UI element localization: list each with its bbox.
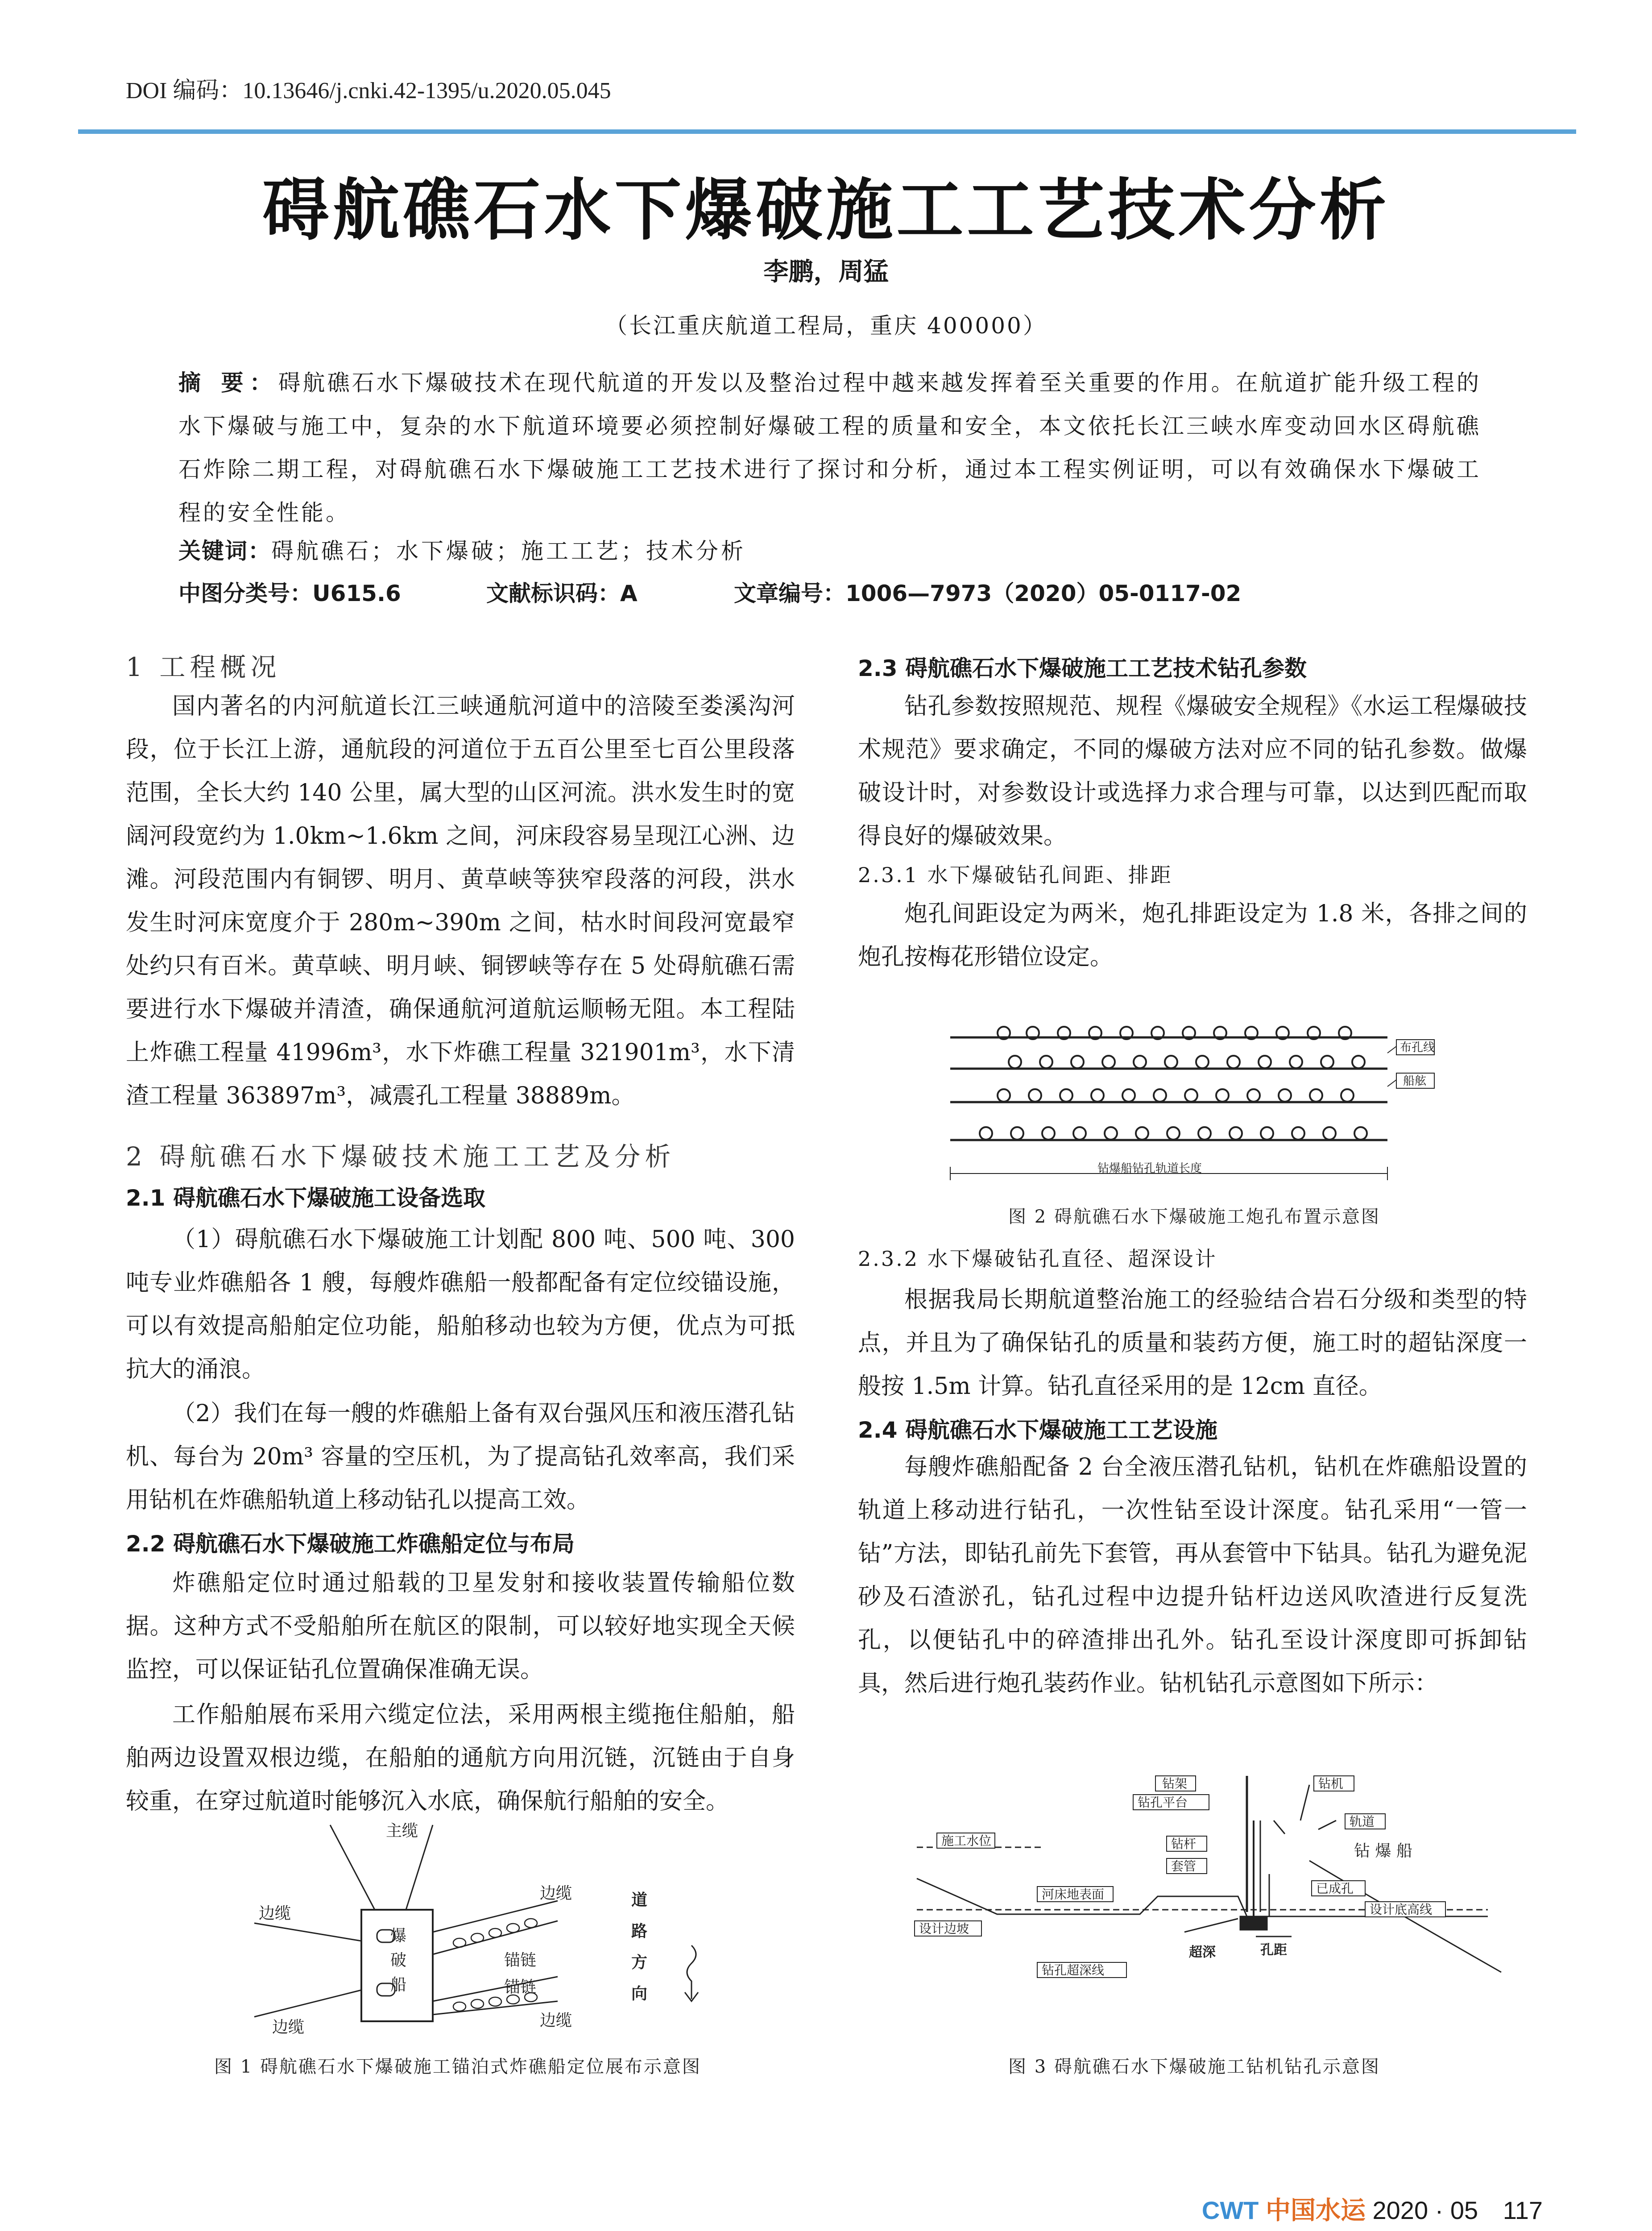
section-2-2-title: 2.2 碍航礁石水下爆破施工炸礁船定位与布局	[126, 1531, 575, 1557]
section-2-3-1-paragraph: 炮孔间距设定为两米，炮孔排距设定为 1.8 米，各排之间的炮孔按梅花形错位设定。	[858, 900, 1527, 970]
paper-affiliation: （长江重庆航道工程局，重庆 400000）	[605, 313, 1047, 339]
fig3-drill-ship-label: 钻 爆 船	[1354, 1842, 1412, 1860]
fig3-water-level-label: 施工水位	[941, 1833, 992, 1848]
paper-title: 碍航礁石水下爆破施工工艺技术分析	[262, 171, 1390, 249]
section-2-1-title: 2.1 碍航礁石水下爆破施工设备选取	[126, 1185, 485, 1211]
fig1-side-cable-label-bottom-right: 边缆	[540, 2011, 572, 2030]
section-2-1-paragraph-2: （2）我们在每一艘的炸礁船上备有双台强风压和液压潜孔钻机、每台为 20m³ 容量的空压机，为了提高钻孔效率高，我们采用钻机在炸礁船轨道上移动钻孔以提高工效。	[126, 1400, 795, 1514]
fig1-anchor-chain-label-2: 锚链	[504, 1978, 537, 1996]
keywords-text: 碍航礁石；水下爆破；施工工艺；技术分析	[271, 538, 746, 564]
fig1-ship-char-3: 船	[390, 1976, 407, 1994]
fig3-overdrill-line-label: 钻孔超深线	[1042, 1963, 1105, 1978]
keywords	[178, 533, 746, 565]
fig1-dir-char-4: 向	[631, 1984, 648, 2003]
section-2-3-title: 2.3 碍航礁石水下爆破施工工艺技术钻孔参数	[858, 655, 1307, 681]
fig1-side-cable-label-bottom: 边缆	[272, 2018, 305, 2035]
fig3-drill-label: 钻机	[1318, 1776, 1344, 1791]
fig1-anchor-chain-label: 锚链	[504, 1951, 537, 1970]
footer-page-number: 117	[1503, 2196, 1543, 2224]
fig1-ship-char-2: 破	[390, 1951, 407, 1970]
abstract-text: 碍航礁石水下爆破技术在现代航道的开发以及整治过程中越来越发挥着至关重要的作用。在航道扩能升级工程的水下爆破与施工中，复杂的水下航道环境要必须控制好爆破工程的质量和安全，本文依托长江三峡水库变动回水区碍航礁石炸除二期工程，对碍航礁石水下爆破施工工艺技术进行了探讨和分析，通过本工程实例证明，可以有效确保水下爆破工程的安全性能。	[178, 370, 1481, 526]
fig3-casing-label: 套管	[1171, 1859, 1197, 1874]
header-rule	[78, 129, 1576, 134]
fig3-track-label: 轨道	[1350, 1814, 1375, 1829]
section-2-1-paragraph-1: （1）碍航礁石水下爆破施工计划配 800 吨、500 吨、300 吨专业炸礁船各 1 艘，每艘炸礁船一般都配备有定位绞锚设施，可以有效提高船舶定位功能，船舶移动也较为方便，优点为可抵抗大的涌浪。	[126, 1226, 795, 1383]
section-2-3-paragraph: 钻孔参数按照规范、规程《爆破安全规程》《水运工程爆破技术规范》要求确定，不同的爆破方法对应不同的钻孔参数。做爆破设计时，对参数设计或选择力求合理与可靠，以达到匹配而取得良好的爆破效果。	[858, 693, 1527, 850]
abstract	[178, 361, 1481, 535]
section-2-4-paragraph: 每艘炸礁船配备 2 台全液压潜孔钻机，钻机在炸礁船设置的轨道上移动进行钻孔，一次性钻至设计深度。钻孔采用“一管一钻”方法，即钻孔前先下套管，再从套管中下钻具。钻孔为避免泥砂及石渣淤孔，钻孔过程中边提升钻杆边送风吹渣进行反复洗孔，以便钻孔中的碎渣排出孔外。钻孔至设计深度即可拆卸钻具，然后进行炮孔装药作业。钻机钻孔示意图如下所示：	[858, 1454, 1527, 1697]
fig3-hole-spacing-label: 孔距	[1260, 1942, 1287, 1958]
fig3-finished-hole-label: 已成孔	[1316, 1881, 1354, 1896]
section-2-title: 2 碍航礁石水下爆破技术施工工艺及分析	[126, 1141, 675, 1172]
section-2-2-paragraph-2: 工作船舶展布采用六缆定位法，采用两根主缆拖住船舶，船舶两边设置双根边缆，在船舶的通航方向用沉链，沉链由于自身较重，在穿过航道时能够沉入水底，确保航行船舶的安全。	[126, 1701, 795, 1815]
figure-2-caption: 图 2 碍航礁石水下爆破施工炮孔布置示意图	[1008, 1207, 1380, 1227]
figure-2-diagram	[941, 1006, 1437, 1194]
figure-3-diagram	[908, 1767, 1519, 2035]
footer-brand: CWT	[1201, 2196, 1259, 2224]
document-code: 文献标识码：A	[486, 581, 638, 606]
fig1-side-cable-label-right: 边缆	[540, 1884, 572, 1903]
figure-1-diagram	[210, 1820, 745, 2035]
fig3-design-slope-label: 设计边坡	[919, 1921, 969, 1936]
fig3-overdrill-label: 超深	[1189, 1945, 1216, 1960]
fig3-drill-rod-label: 钻杆	[1171, 1837, 1197, 1851]
fig1-dir-char-2: 路	[631, 1922, 648, 1941]
clc-number: 中图分类号：U615.6	[178, 581, 401, 606]
fig1-side-cable-label-left: 边缆	[259, 1904, 291, 1923]
fig1-dir-char-3: 方	[631, 1953, 648, 1972]
figure-3-caption: 图 3 碍航礁石水下爆破施工钻机钻孔示意图	[1008, 2057, 1380, 2077]
fig3-drill-frame-label: 钻架	[1162, 1776, 1188, 1791]
fig3-river-bed-label: 河床地表面	[1042, 1887, 1105, 1902]
fig2-hole-line-label: 布孔线	[1400, 1041, 1435, 1054]
section-2-2-paragraph-1: 炸礁船定位时通过船载的卫星发射和接收装置传输船位数据。这种方式不受船舶所在航区的限制，可以较好地实现全天候监控，可以保证钻孔位置确保准确无误。	[126, 1570, 795, 1683]
fig1-ship-char-1: 爆	[390, 1927, 407, 1945]
section-2-3-2-title: 2.3.2 水下爆破钻孔直径、超深设计	[858, 1247, 1217, 1271]
fig2-track-length-label: 钻爆船钻孔轨道长度	[1097, 1162, 1202, 1175]
fig1-main-cable-label: 主缆	[386, 1822, 418, 1840]
page-footer	[1202, 2191, 1543, 2227]
section-1-title: 1 工程概况	[126, 652, 281, 682]
section-2-3-1-title: 2.3.1 水下爆破钻孔间距、排距	[858, 863, 1173, 887]
section-2-4-title: 2.4 碍航礁石水下爆破施工工艺设施	[858, 1417, 1217, 1443]
fig2-ship-side-label: 船舷	[1403, 1074, 1427, 1088]
footer-magazine: 中国水运	[1265, 2196, 1366, 2225]
footer-issue: 2020 · 05	[1372, 2196, 1478, 2224]
doi-code: DOI 编码：10.13646/j.cnki.42-1395/u.2020.05.045	[126, 78, 611, 104]
paper-authors: 李鹏，周猛	[763, 257, 889, 286]
keywords-label: 关键词：	[178, 538, 271, 564]
section-1-paragraph: 国内著名的内河航道长江三峡通航河道中的涪陵至娄溪沟河段，位于长江上游，通航段的河道位于五百公里至七百公里段落范围，全长大约 140 公里，属大型的山区河流。洪水发生时的宽阔河段宽约为 1.0km~1.6km 之间，河床段容易呈现江心洲、边滩。河段范围内有铜锣、明月、黄草峡等狭窄段落的河段，洪水发生时河床宽度介于 280m~390m 之间，枯水时间段河宽最窄处约只有百米。黄草峡、明月峡、铜锣峡等存在 5 处碍航礁石需要进行水下爆破并清渣，确保通航河道航运顺畅无阻。本工程陆上炸礁工程量 41996m³，水下炸礁工程量 321901m³，水下清渣工程量 363897m³，减震孔工程量 38889m。	[126, 693, 795, 1109]
fig1-dir-char-1: 道	[631, 1891, 648, 1909]
figure-1-caption: 图 1 碍航礁石水下爆破施工锚泊式炸礁船定位展布示意图	[214, 2057, 701, 2077]
fig3-design-elev-label: 设计底高线	[1370, 1902, 1433, 1917]
fig3-drill-platform-label: 钻孔平台	[1138, 1795, 1188, 1810]
article-number: 文章编号：1006—7973（2020）05-0117-02	[734, 581, 1242, 606]
section-2-3-2-paragraph: 根据我局长期航道整治施工的经验结合岩石分级和类型的特点，并且为了确保钻孔的质量和装药方便，施工时的超钻深度一般按 1.5m 计算。钻孔直径采用的是 12cm 直径。	[858, 1286, 1527, 1400]
abstract-label: 摘 要：	[178, 370, 278, 396]
